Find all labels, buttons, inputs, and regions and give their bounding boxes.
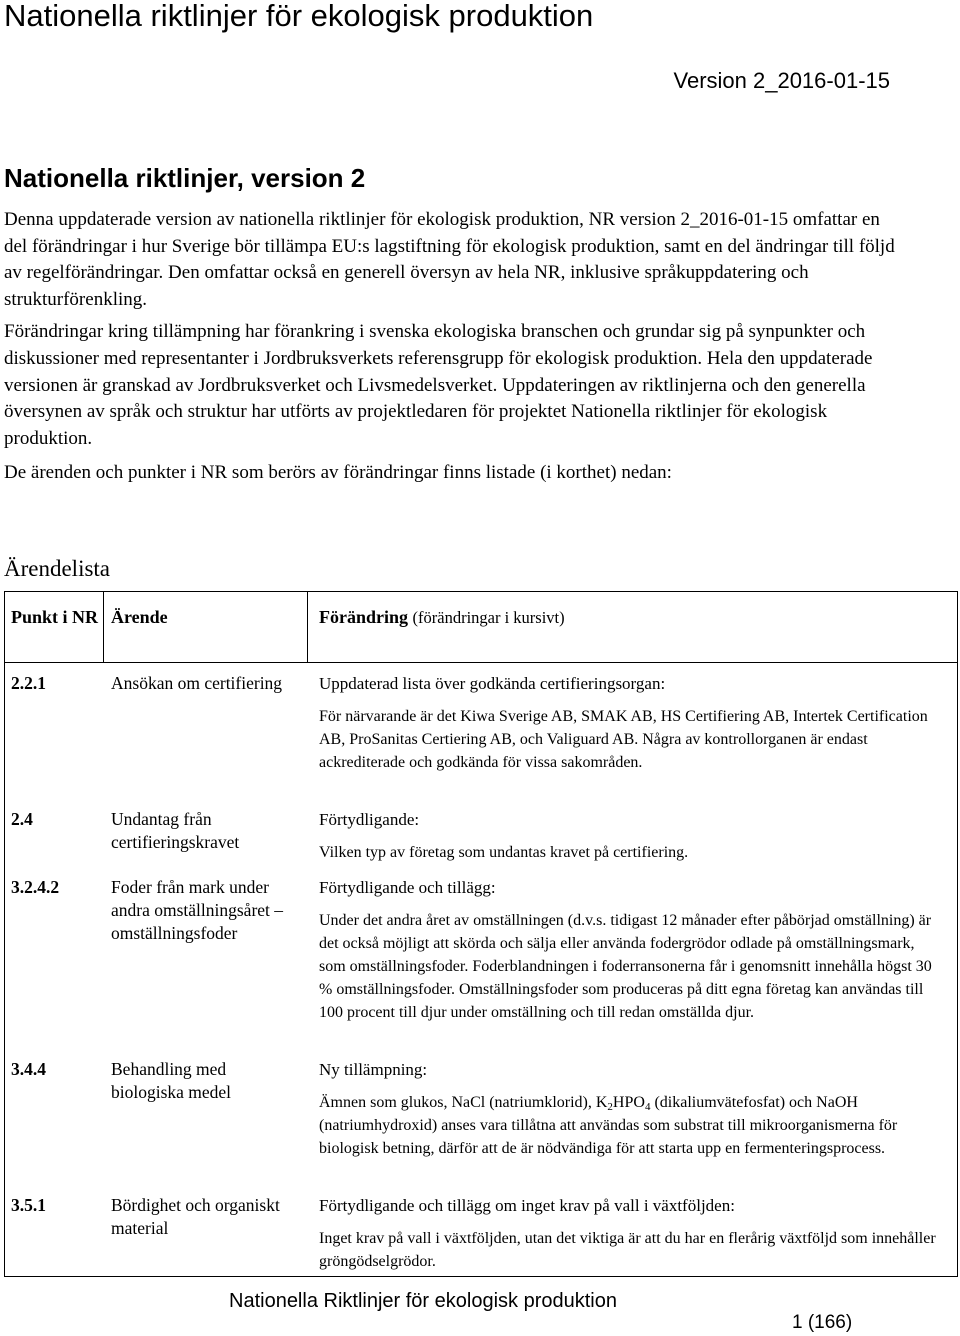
list-heading: Ärendelista xyxy=(4,556,111,581)
row-point: 2.4 xyxy=(11,809,33,829)
header-column-divider xyxy=(307,592,308,662)
column-header-topic: Ärende xyxy=(111,607,168,627)
row-change-text-part: HPO xyxy=(612,1094,645,1111)
document-title: Nationella riktlinjer för ekologisk produktion xyxy=(4,0,594,33)
row-topic: Bördighet och organiskt material xyxy=(111,1195,280,1238)
row-change-label: Uppdaterad lista över godkända certifieringsorgan: xyxy=(319,674,666,693)
row-change-label: Förtydligande: xyxy=(319,810,420,829)
subscript: 4 xyxy=(644,1101,651,1113)
row-point: 3.2.4.2 xyxy=(11,877,60,897)
row-change-text-part: (dikaliumvätefosfat) och NaOH (natriumhydroxid) anses vara tillåtna att användas som substrat till mikroorganismerna för biologisk betning, därför att de är nödvändiga för att starta upp en fermenteringsprocess. xyxy=(319,1094,898,1157)
row-change xyxy=(319,808,939,864)
row-change xyxy=(319,672,939,774)
row-change xyxy=(319,876,939,1024)
row-change-text: För närvarande är det Kiwa Sverige AB, SMAK AB, HS Certifiering AB, Intertek Certification AB, ProSanitas Certiering AB, och Valiguard AB. Några av kontrollorganen är endast ackrediterade och godkända för vissa sakområden. xyxy=(319,708,928,771)
row-change-text-part: Ämnen som glukos, NaCl (natriumklorid), K xyxy=(319,1094,608,1111)
page-number: 1 (166) xyxy=(792,1312,853,1333)
row-change-label: Förtydligande och tillägg om inget krav på vall i växtföljden: xyxy=(319,1196,735,1215)
row-point: 3.4.4 xyxy=(11,1059,46,1079)
column-header-change-label: Förändring xyxy=(319,607,409,627)
intro-text xyxy=(4,207,904,493)
header-column-divider xyxy=(103,592,104,662)
row-point: 2.2.1 xyxy=(11,673,46,693)
section-heading: Nationella riktlinjer, version 2 xyxy=(4,163,366,193)
column-header-change-note: (förändringar i kursivt) xyxy=(412,608,565,627)
column-header-point: Punkt i NR xyxy=(11,607,99,627)
document-version: Version 2_2016-01-15 xyxy=(673,68,890,93)
row-change-text xyxy=(319,1091,939,1160)
row-change-label: Ny tillämpning: xyxy=(319,1060,428,1079)
row-change xyxy=(319,1194,939,1273)
row-topic: Ansökan om certifiering xyxy=(111,673,283,693)
row-change-label: Förtydligande och tillägg: xyxy=(319,878,496,897)
row-topic: Behandling med biologiska medel xyxy=(111,1059,232,1102)
row-topic: Foder från mark under andra omställningsåret – omställningsfoder xyxy=(111,877,284,943)
row-topic: Undantag från certifieringskravet xyxy=(111,809,240,852)
issue-table xyxy=(4,591,958,1277)
intro-paragraph: Förändringar kring tillämpning har förankring i svenska ekologiska branschen och grundar sig på synpunkter och diskussioner med representanter i Jordbruksverkets referensgrupp för ekologisk produktion. Hela den uppdaterade versionen är granskad av Jordbruksverket och Livsmedelsverket. Uppdateringen av riktlinjerna och den generella översynen av språk och struktur har utförts av projektledaren för projektet Nationella riktlinjer för ekologisk produktion. xyxy=(4,321,873,449)
row-change-text: Inget krav på vall i växtföljden, utan det viktiga är att du har en flerårig växtföljd som innehåller gröngödselgrödor. xyxy=(319,1230,936,1270)
header-row-divider xyxy=(5,662,957,663)
row-change xyxy=(319,1058,939,1160)
subscript: 2 xyxy=(607,1101,613,1113)
intro-paragraph: Denna uppdaterade version av nationella riktlinjer för ekologisk produktion, NR version 2_2016-01-15 omfattar en del förändringar i hur Sverige bör tillämpa EU:s lagstiftning för ekologisk produktion, samt en del ändringar till följd av regelförändringar. Den omfattar också en generell översyn av hela NR, inklusive språkuppdatering och strukturförenkling. xyxy=(4,209,895,310)
row-change-text: Vilken typ av företag som undantas kravet på certifiering. xyxy=(319,844,689,861)
footer-text: Nationella Riktlinjer för ekologisk produktion xyxy=(229,1290,617,1312)
column-header-change xyxy=(319,606,565,629)
row-change-text: Under det andra året av omställningen (d.v.s. tidigast 12 månader efter påbörjad omställning) är det också möjligt att skörda och sälja eller använda fodergrödor odlade på omställningsmark, som omställningsfoder. Foderblandningen i foderransonerna får i genomsnitt innehålla högst 30 % omställningsfoder. Omställningsfoder som produceras på ditt egna företag kan användas till 100 procent till djur under omställning och till redan omställda djur. xyxy=(319,912,932,1021)
row-point: 3.5.1 xyxy=(11,1195,46,1215)
list-lead-paragraph: De ärenden och punkter i NR som berörs av förändringar finns listade (i korthet) nedan: xyxy=(4,462,672,484)
